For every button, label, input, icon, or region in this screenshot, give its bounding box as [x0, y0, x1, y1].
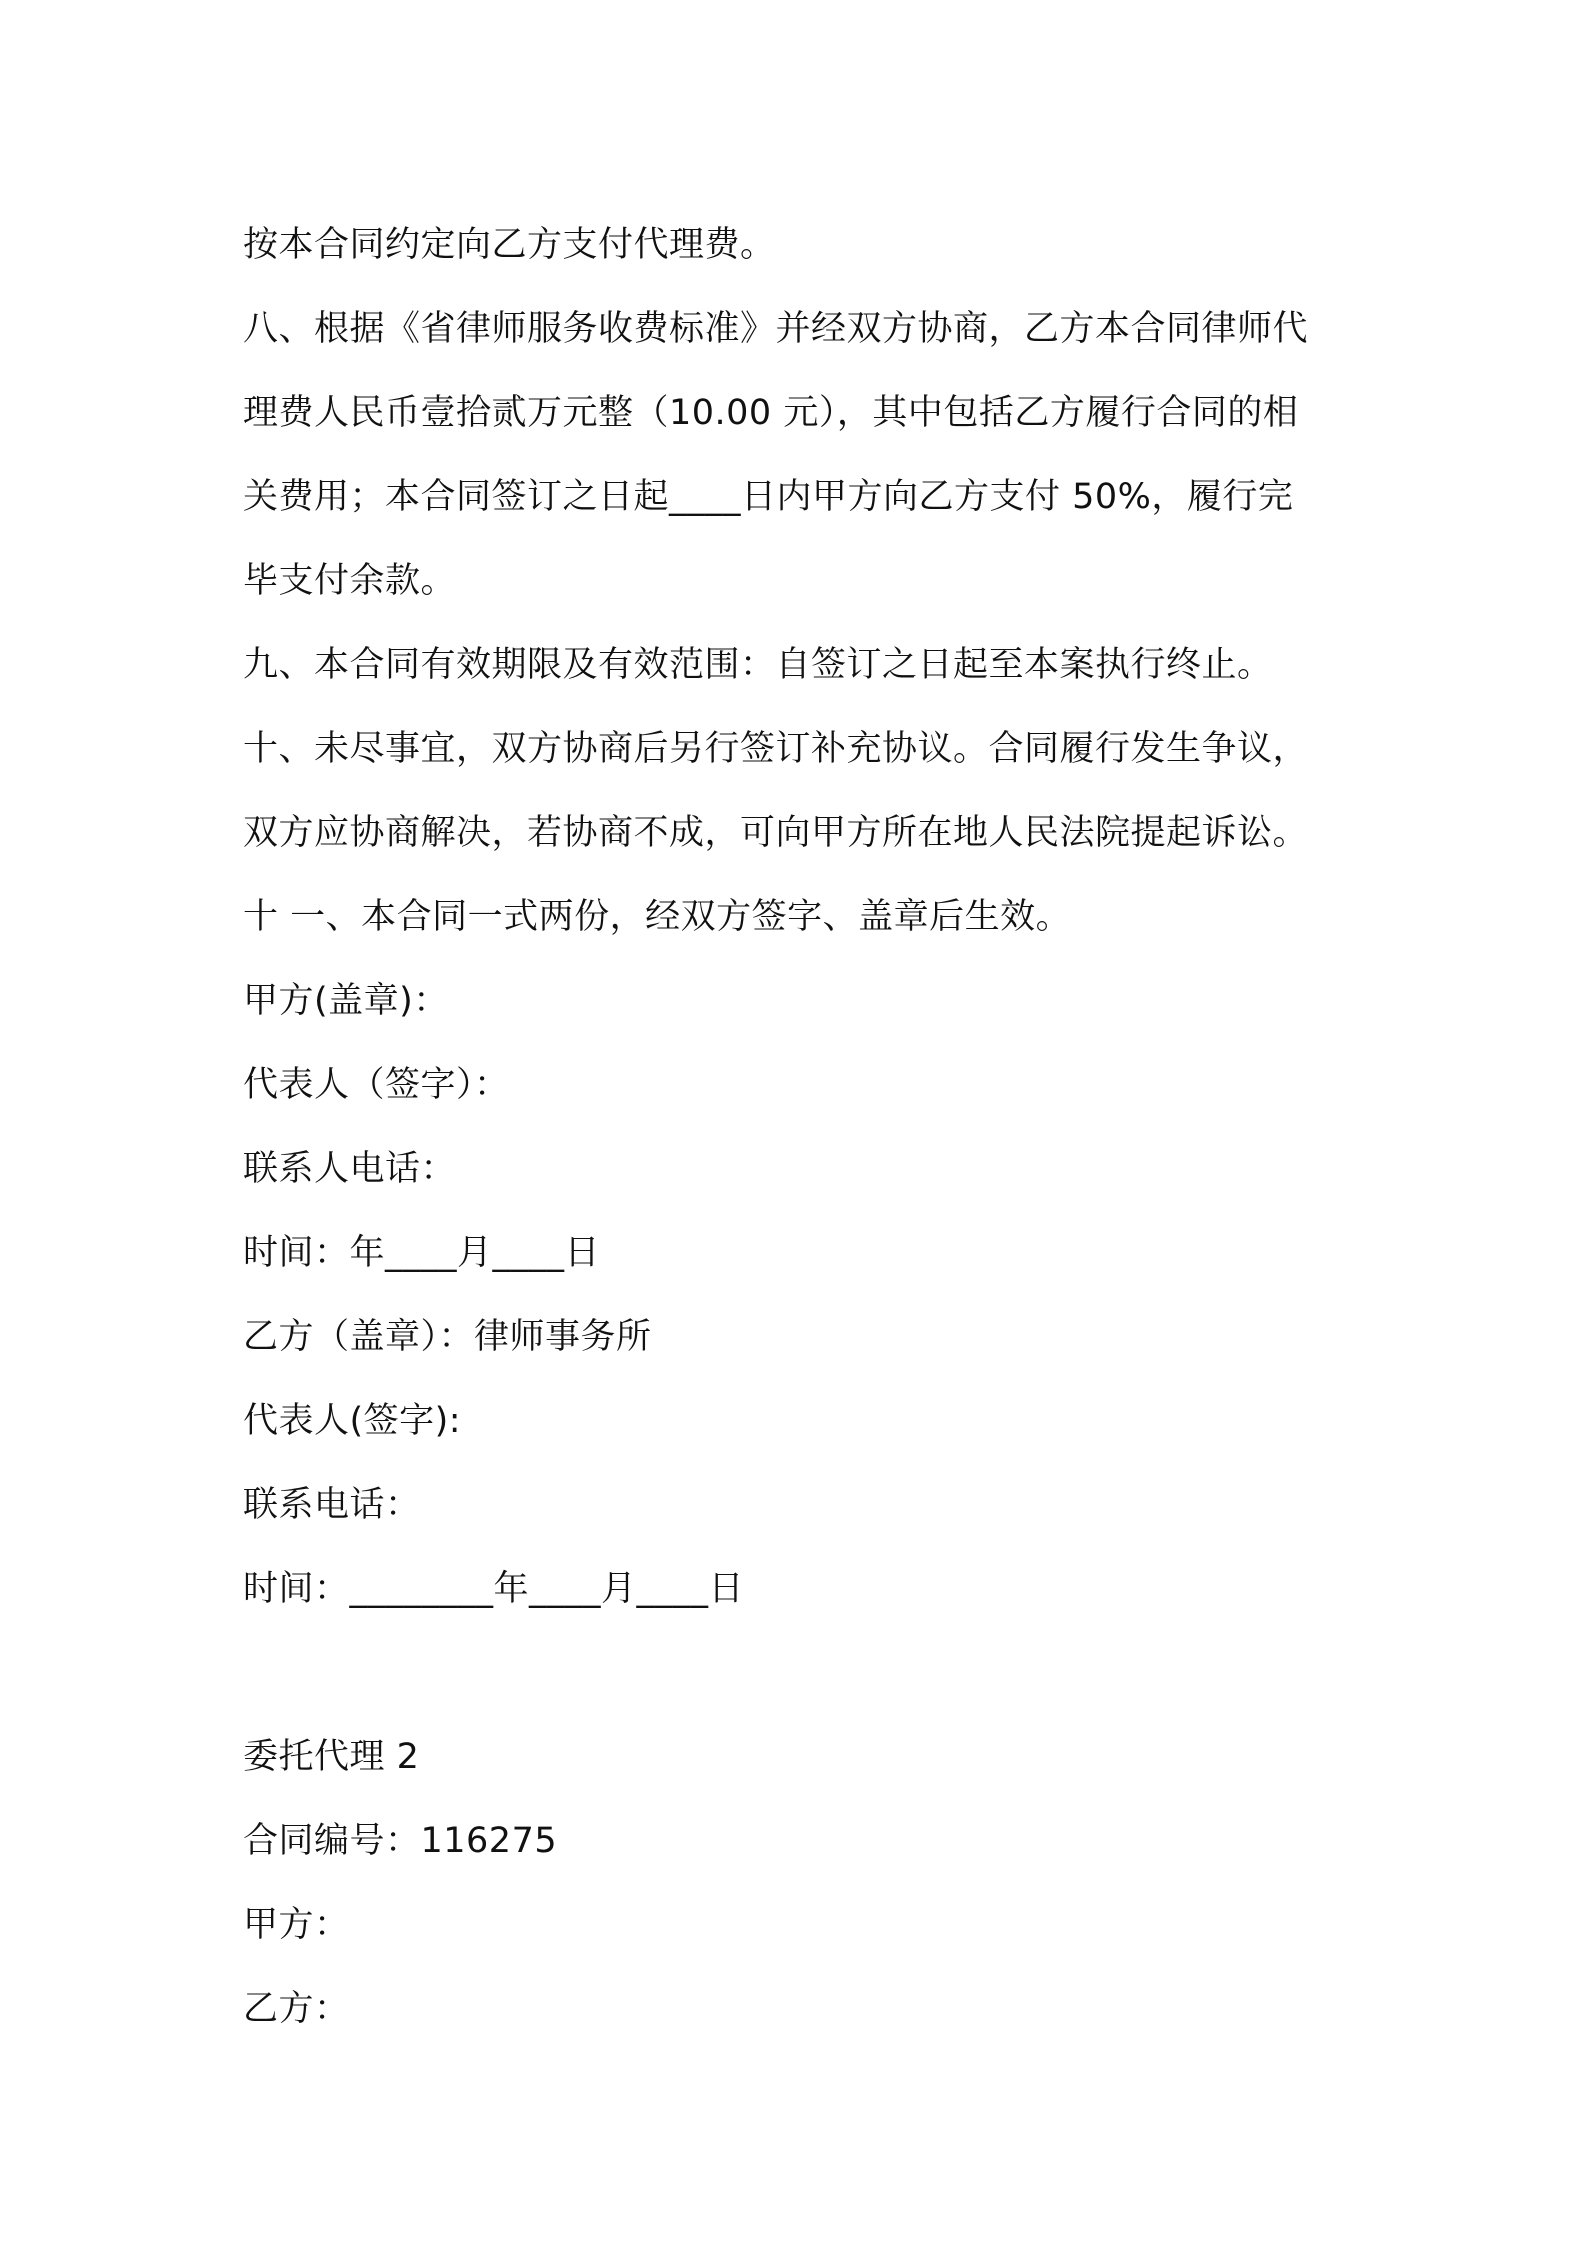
party-b-contact-phone-label: 联系电话：	[243, 1485, 421, 1525]
party-b-label: 乙方：	[243, 1989, 350, 2029]
clause-9: 九、本合同有效期限及有效范围：自签订之日起至本案执行终止。	[243, 645, 1273, 685]
document-body	[243, 203, 1363, 2051]
party-a-contact-phone-label: 联系人电话：	[243, 1149, 457, 1189]
clause-8-line-4: 毕支付余款。	[243, 561, 457, 601]
party-a-date-label: 时间：年____月____日	[243, 1233, 601, 1273]
clause-8-line-2: 理费人民币壹拾贰万元整（10.00 元），其中包括乙方履行合同的相	[243, 393, 1299, 433]
party-a-label: 甲方：	[243, 1905, 350, 1945]
party-b-date-label: 时间：________年____月____日	[243, 1569, 745, 1609]
party-a-representative-label: 代表人（签字）：	[243, 1065, 510, 1105]
clause-11: 十 一、本合同一式两份，经双方签字、盖章后生效。	[243, 897, 1072, 937]
clause-10-line-1: 十、未尽事宜，双方协商后另行签订补充协议。合同履行发生争议，	[243, 729, 1309, 769]
clause-8-line-3: 关费用；本合同签订之日起____日内甲方向乙方支付 50%，履行完	[243, 477, 1294, 517]
section-2-title: 委托代理 2	[243, 1737, 420, 1777]
clause-10-line-2: 双方应协商解决，若协商不成，可向甲方所在地人民法院提起诉讼。	[243, 813, 1309, 853]
section-spacer	[243, 1631, 1363, 1715]
contract-number: 合同编号：116275	[243, 1821, 558, 1861]
party-b-seal-label: 乙方（盖章）：律师事务所	[243, 1317, 652, 1357]
party-b-representative-label: 代表人(签字):	[243, 1401, 462, 1441]
clause-8-line-1: 八、根据《省律师服务收费标准》并经双方协商，乙方本合同律师代	[243, 309, 1309, 349]
party-a-seal-label: 甲方(盖章)：	[243, 981, 449, 1021]
paragraph-line: 按本合同约定向乙方支付代理费。	[243, 225, 776, 265]
